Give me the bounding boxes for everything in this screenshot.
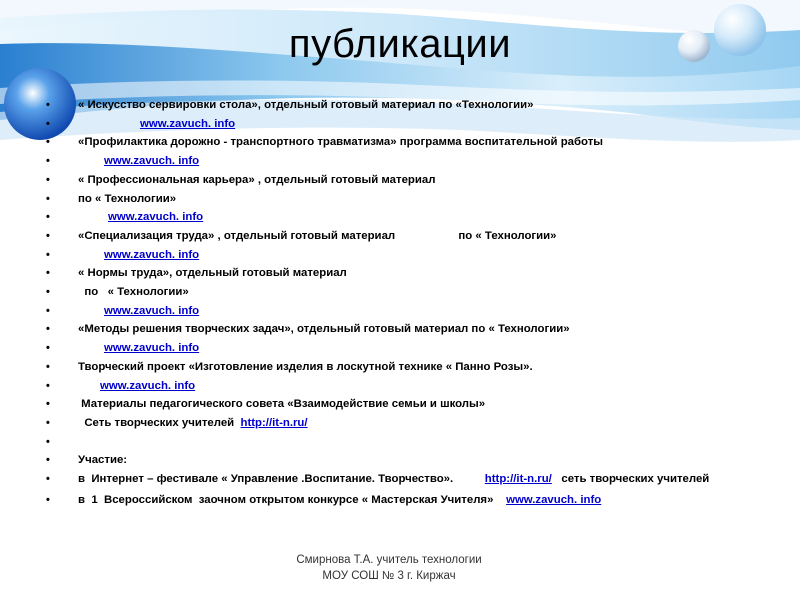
bullet-icon: • [46,136,50,149]
bullet-icon: • [46,379,50,392]
list-item [44,152,764,171]
publications-list [44,96,764,509]
list-item [44,208,764,227]
list-item: • «Специализация труда» , отдельный готовый материал по « Технологии» [44,227,764,246]
bullet-icon: • [46,229,50,242]
footer-line-author: Смирнова Т.А. учитель технологии [296,554,482,566]
bullet-icon: • [46,493,50,506]
bullet-icon: • [46,473,50,486]
bullet-icon: • [46,286,50,299]
bullet-icon: • [46,304,50,317]
list-item: • «Методы решения творческих задач», отдельный готовый материал по « Технологии» [44,320,764,339]
bullet-icon: • [46,248,50,261]
bullet-icon: • [46,99,50,111]
list-item: • по « Технологии» [44,190,764,209]
list-item: • « Искусство сервировки стола», отдельный готовый материал по «Технологии» [44,96,764,115]
bullet-icon: • [46,323,50,336]
bullet-icon: • [46,398,50,411]
list-item [44,246,764,265]
list-item: • « Нормы труда», отдельный готовый материал [44,264,764,283]
bullet-icon: • [46,435,50,448]
bullet-icon: • [46,192,50,205]
bullet-icon: • [46,173,50,186]
footer-line-school: МОУ СОШ № 3 г. Киржач [322,570,456,582]
bullet-icon: • [46,211,50,224]
list-item: • в 1 Всероссийском заочном открытом конкурсе « Мастерская Учителя» www.zavuch. info [44,491,764,510]
list-item: • Материалы педагогического совета «Взаимодействие семьи и школы» [44,395,764,414]
zavuch-link[interactable]: www.zavuch. info [104,248,200,261]
it-n-link[interactable]: http://it-n.ru/ [240,416,308,429]
bullet-icon: • [46,360,50,373]
list-item [44,115,764,134]
list-item: • « Профессиональная карьера» , отдельный готовый материал [44,171,764,190]
list-item: • Сеть творческих учителей http://it-n.ru/ [44,414,764,433]
bullet-icon: • [46,342,50,355]
bullet-icon: • [46,155,50,168]
page-title: публикации [288,22,512,66]
list-item [44,377,764,396]
list-item: • Творческий проект «Изготовление изделия в лоскутной технике « Панно Розы». [44,358,764,377]
bullet-icon: • [46,267,50,280]
zavuch-link[interactable]: www.zavuch. info [104,342,200,355]
zavuch-link[interactable]: www.zavuch. info [100,379,196,392]
zavuch-link[interactable]: www.zavuch. info [104,155,200,168]
list-item [44,339,764,358]
list-item [44,433,764,452]
list-item: • по « Технологии» [44,283,764,302]
zavuch-link[interactable]: www.zavuch. info [506,493,602,506]
zavuch-link[interactable]: www.zavuch. info [104,304,200,317]
author-footer [0,552,778,584]
bullet-icon: • [46,454,50,467]
it-n-link[interactable]: http://it-n.ru/ [484,473,552,486]
list-item [44,302,764,321]
list-item: • «Профилактика дорожно - транспортного травматизма» программа воспитательной работы [44,133,764,152]
bullet-icon: • [46,416,50,429]
zavuch-link[interactable]: www.zavuch. info [140,117,236,130]
list-item: • в Интернет – фестивале « Управление .Воспитание. Творчество». http://it-n.ru/ сеть творческих учителей [46,473,710,486]
bullet-icon: • [46,117,50,130]
list-item: • Участие: [44,451,764,470]
zavuch-link[interactable]: www.zavuch. info [108,211,204,224]
